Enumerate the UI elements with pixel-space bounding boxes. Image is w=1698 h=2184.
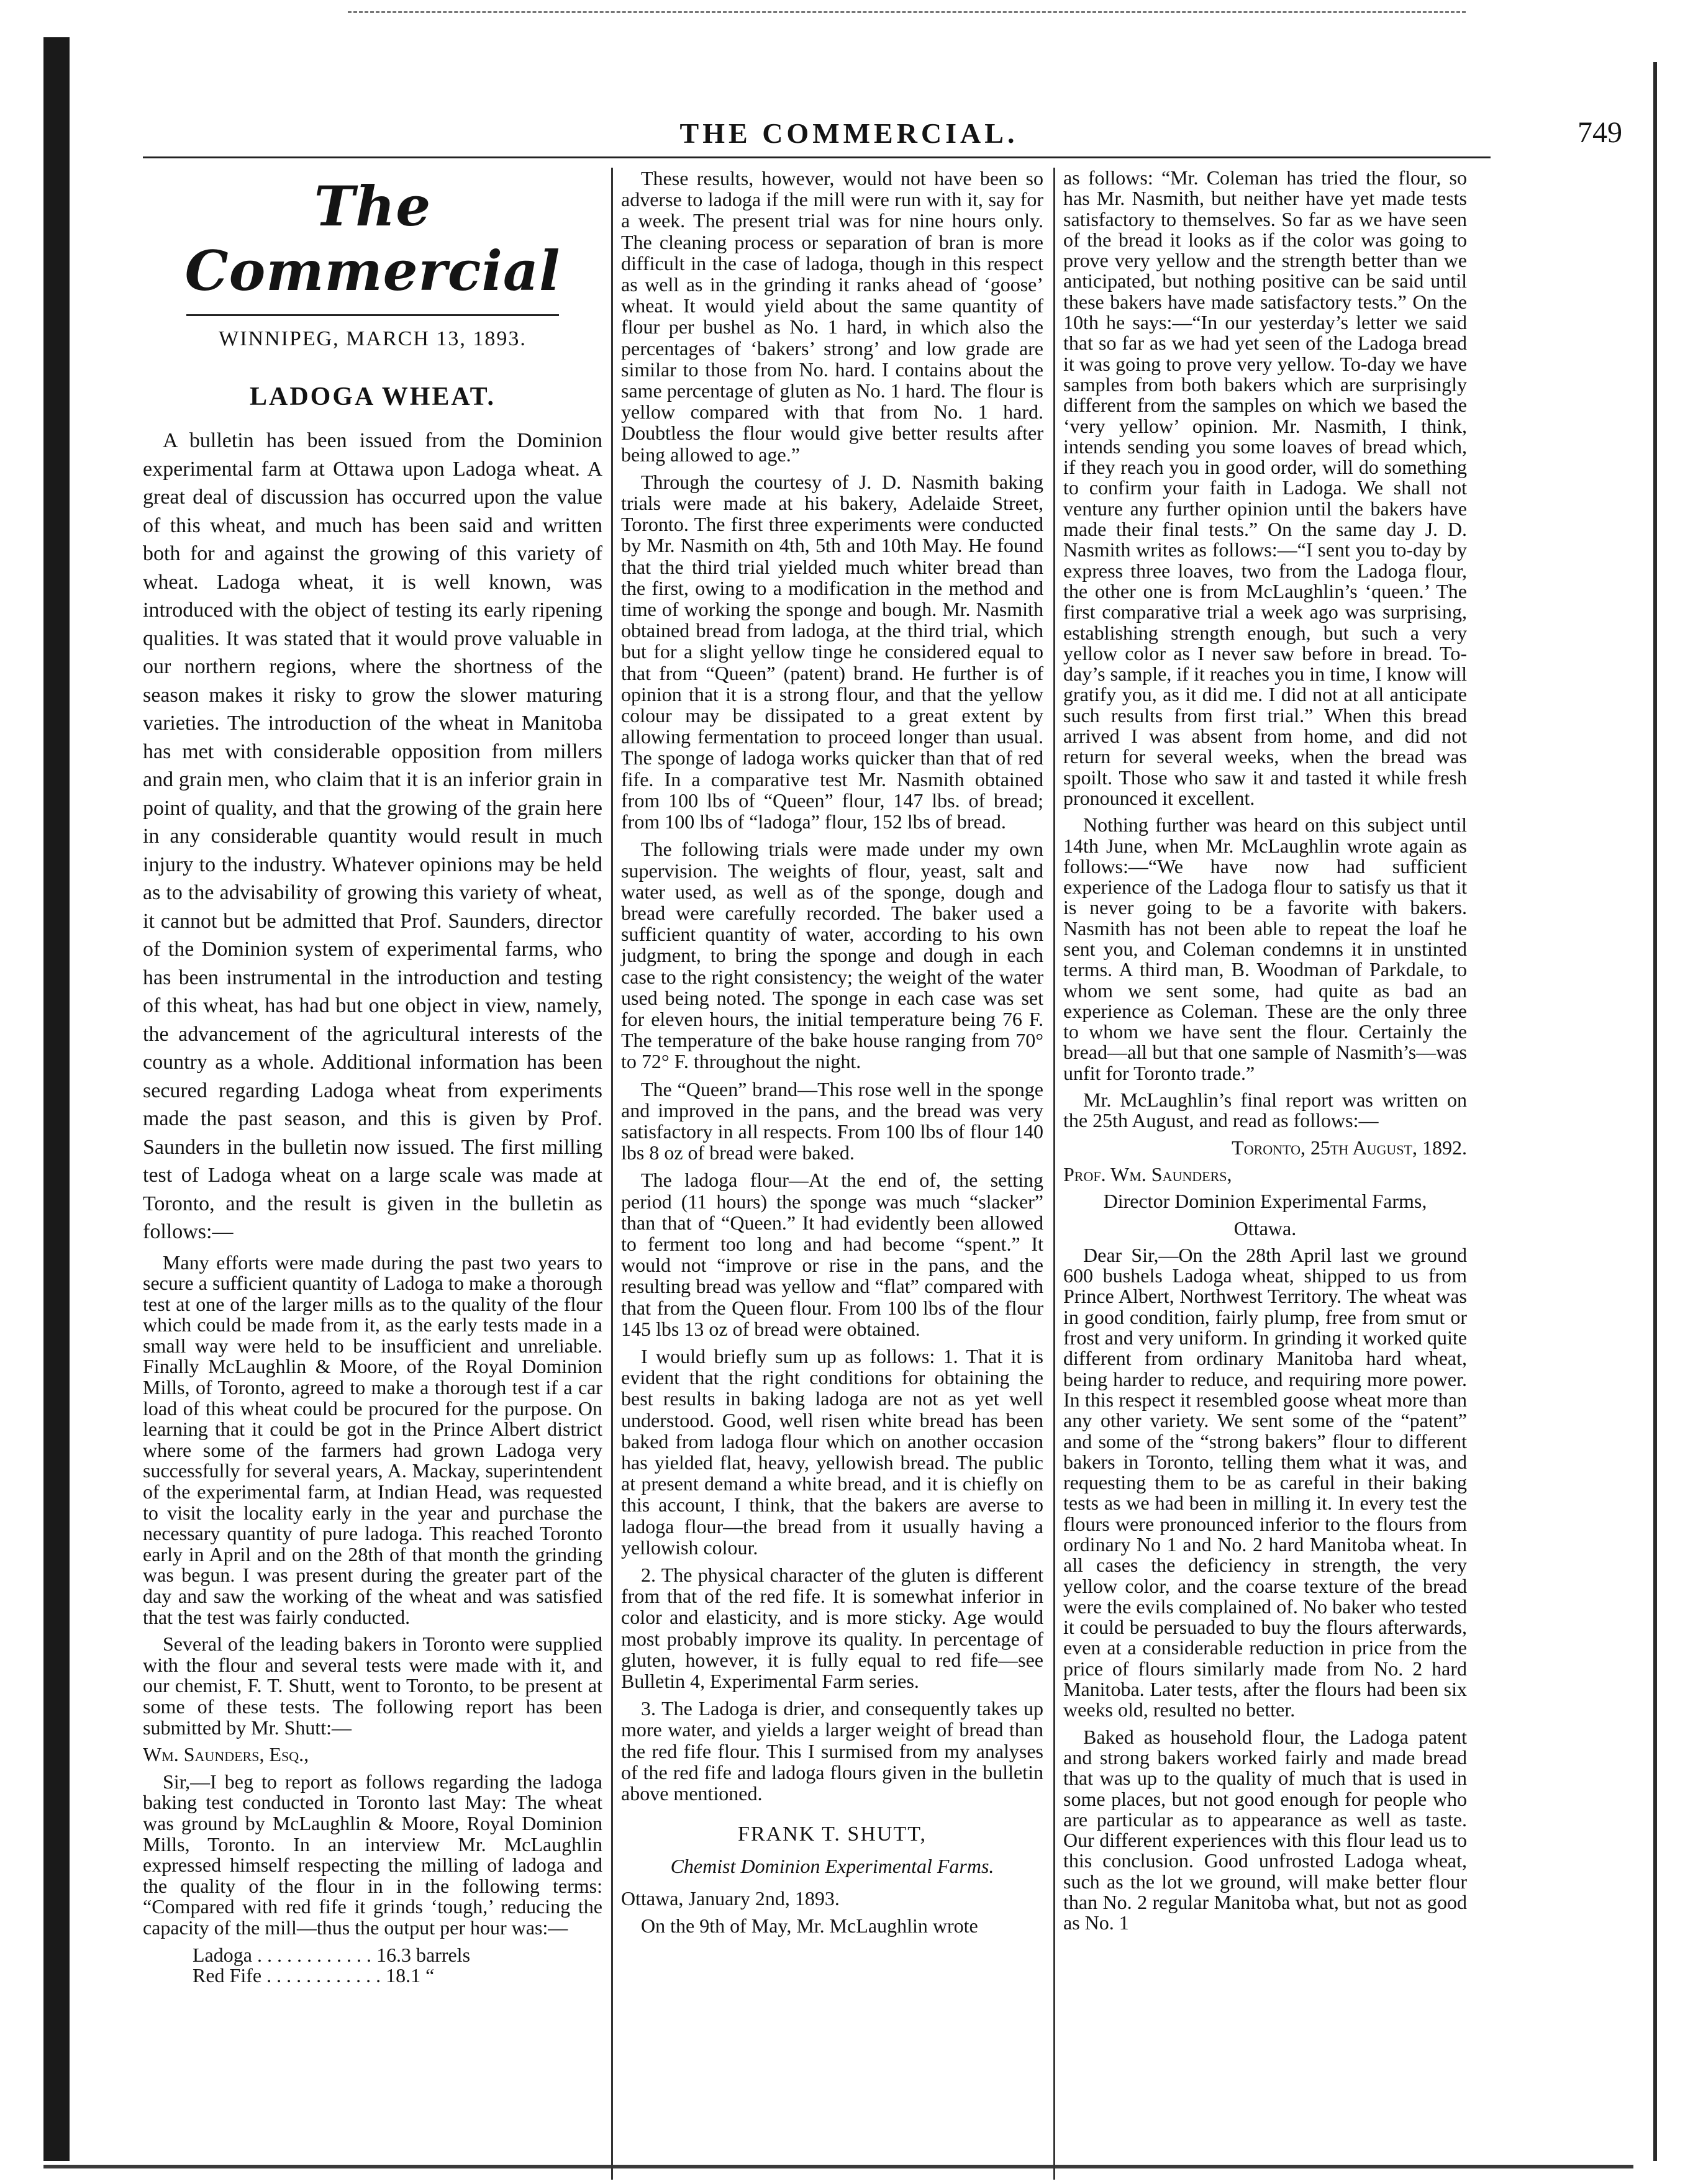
bottom-border: [43, 2165, 1633, 2168]
letter-salutation: Wm. Saunders, Esq.,: [143, 1743, 309, 1766]
signature-date: Ottawa, January 2nd, 1893.: [621, 1887, 840, 1910]
article-paragraph: Mr. McLaughlin’s final report was written on the 25th August, and read as follows:—: [1063, 1089, 1467, 1132]
dateline: WINNIPEG, MARCH 13, 1893.: [219, 327, 527, 350]
article-paragraph: Sir,—I beg to report as follows regarding the ladoga baking test conducted in Toronto last May: The wheat was ground by McLaughlin & Moore, Royal Dominion Mills, Toronto. In an interview Mr. McLaughlin expressed himself respecting the milling of ladoga and the quality of the flour in in the following terms: “Compared with red fife it grinds ‘tough,’ reducing the capacity of the mill—thus the output per hour was:—: [143, 1770, 602, 1939]
page-number: 749: [1578, 116, 1622, 149]
article-heading: LADOGA WHEAT.: [249, 383, 496, 411]
article-paragraph: 2. The physical character of the gluten is different from that of the red fife. It is somewhat inferior in color and elasticity, and is more sticky. Age would most probably improve its quality. In percentage of gluten, however, it is fully equal to red fife—see Bulletin 4, Experimental Farm series.: [621, 1564, 1043, 1693]
masthead-rule: [186, 314, 559, 316]
article-paragraph: These results, however, would not have been so adverse to ladoga if the mill were run with it, say for a week. The present trial was for nine hours only. The cleaning process or separation of bran is more difficult in the case of ladoga, though in this respect as well as in the grinding it ranks ahead of ‘goose’ wheat. It would yield about the same quantity of flour per bushel as No. 1 hard, in which also the percentages of ‘bakers’ strong’ and low grade are similar to those from No. hard. I contains about the same percentage of gluten as No. 1 hard. The flour is yellow compared with that from No. 1 hard. Doubtless the flour would give better results after being allowed to age.”: [621, 167, 1043, 466]
article-paragraph: Several of the leading bakers in Toronto were supplied with the flour and several tests were made with it, and our chemist, F. T. Shutt, went to Toronto, to be present at some of these tests. The following report has been submitted by Mr. Shutt:—: [143, 1633, 602, 1739]
article-paragraph: The following trials were made under my own supervision. The weights of flour, yeast, salt and water used, as well as of the sponge, dough and bread were carefully recorded. The baker used a sufficient quantity of water, according to his own judgment, to bring the sponge and dough in each case to the right consistency; the weight of the water used being noted. The sponge in each case was set for eleven hours, the initial temperature being 76 F. The temperature of the bake house ranging from 70° to 72° F. throughout the night.: [621, 838, 1043, 1073]
top-dashed-rule: [348, 11, 1466, 13]
binding-shadow: [43, 37, 70, 2161]
running-head: THE COMMERCIAL.: [679, 117, 1019, 149]
column-rule-1: [611, 168, 613, 2180]
article-paragraph: Baked as household flour, the Ladoga patent and strong bakers worked fairly and made bread that was up to the quality of much that is used in some places, but not good enough for people who are particular as to appearance as well as taste. Our different experiences with this flour lead us to this conclusion. Good unfrosted Ladoga wheat, such as the lot we ground, will make better flour than No. 2 regular Manitoba what, but not as good as No. 1: [1063, 1725, 1467, 1934]
article-paragraph: I would briefly sum up as follows: 1. That it is evident that the right conditions for obtaining the best results in baking ladoga are not as yet well understood. Good, well risen white bread has been baked from ladoga flour which on another occasion has yielded flat, heavy, yellowish bread. The public at present demand a white bread, and it is chiefly on this account, I think, that the bakers are averse to ladoga flour—the bread from it usually having a yellowish colour.: [621, 1344, 1043, 1559]
header-rule: [143, 156, 1491, 158]
article-paragraph: The ladoga flour—At the end of, the setting period (11 hours) the sponge was much “slacker” than that of “Queen.” It had evidently been allowed to ferment too long and had become “spent.” It would not “improve or rise in the pans, and the resulting bread was yellow and “flat” compared with that from the Queen flour. From 100 lbs of the flour 145 lbs 13 oz of bread were obtained.: [621, 1169, 1043, 1340]
article-paragraph: 3. The Ladoga is drier, and consequently takes up more water, and yields a larger weight of bread than the red fife flour. This I surmised from my analyses of the red fife and ladoga flours given in the bulletin above mentioned.: [621, 1697, 1043, 1805]
masthead: The Commercial: [184, 174, 561, 303]
column-3: [1063, 168, 1467, 1940]
article-paragraph: On the 9th of May, Mr. McLaughlin wrote: [641, 1914, 978, 1937]
output-table: [193, 1945, 602, 1986]
output-row: Ladoga . . . . . . . . . . . . 16.3 barrels: [193, 1943, 471, 1966]
article-paragraph: as follows: “Mr. Coleman has tried the flour, so has Mr. Nasmith, but neither have yet made tests satisfactory to themselves. So far as we have seen of the bread it looks as if the color was going to prove very yellow and the strength better than we anticipated, but nothing positive can be said until these bakers have made satisfactory tests.” On the 10th he says:—“In our yesterday’s letter we said that so far as we had yet seen of the Ladoga bread it was going to prove very yellow. To-day we have samples from both bakers which are surprisingly different from the samples on which we based the ‘very yellow’ opinion. Mr. Nasmith, I think, intends sending you some loaves of bread which, if they reach you in good order, will do something to confirm your faith in Ladoga. We shall not venture any further opinion until the bakers have made their final tests.” On the same day J. D. Nasmith writes as follows:—“I sent you to-day by express three loaves, two from the Ladoga flour, the other one is from McLaughlin’s ‘queen.’ The first comparative trial a week ago was surprising, establishing strength enough, but such a very yellow color as I never saw before in bread. To-day’s sample, if it reaches you in time, I know will gratify you, as it did me. I did not at all anticipate such results from first trial.” When this bread arrived I was absent from home, and did not return for several weeks, when the bread was spoilt. Those who saw it and tasted it while fresh pronounced it excellent.: [1063, 166, 1467, 809]
right-border: [1653, 62, 1657, 2161]
article-paragraph: Dear Sir,—On the 28th April last we ground 600 bushels Ladoga wheat, shipped to us from Prince Albert, Northwest Territory. The wheat was in good condition, fairly plump, free from smut or frost and very uniform. In grinding it worked quite different from ordinary Manitoba hard wheat, being harder to reduce, and requiring more power. In this respect it resembled goose wheat more than any other variety. We sent some of the “patent” and some of the “strong bakers” flour to different bakers in Toronto, telling them what it was, and requesting them to be as careful in their baking tests as we had been in milling it. In every test the flours were pronounced inferior to the flours from ordinary No 1 and No. 2 hard Manitoba wheat. In all cases the deficiency in strength, the very yellow color, and the coarse texture of the bread were the evils complained of. No baker who tested it could be persuaded to buy the flours afterwards, even at a considerable reduction in price from the price of flours similarly made from No. 2 hard Manitoba. Later tests, after the flours had been six weeks old, resulted no better.: [1063, 1243, 1467, 1721]
letter-addressee: Prof. Wm. Saunders,: [1063, 1162, 1232, 1185]
addressee-city: Ottawa.: [1233, 1217, 1297, 1239]
signature: FRANK T. SHUTT,: [738, 1823, 927, 1846]
column-1: [143, 168, 602, 1986]
article-paragraph: Through the courtesy of J. D. Nasmith baking trials were made at his bakery, Adelaide Street, Toronto. The first three experiments were conducted by Mr. Nasmith on 4th, 5th and 10th May. He found that the third trial yielded much whiter bread than the first, owing to a modification in the method and time of working the sponge and bough. Mr. Nasmith obtained bread from ladoga, at the third trial, which but for a slight yellow tinge he considered equal to that from “Queen” (patent) brand. He further is of opinion that it is a strong flour, and that the yellow colour may be dissipated to a great extent by allowing fermentation to proceed longer than usual. The sponge of ladoga works quicker than that of red fife. In a comparative test Mr. Nasmith obtained from 100 lbs of “Queen” flour, 147 lbs. of bread; from 100 lbs of “ladoga” flour, 152 lbs of bread.: [621, 470, 1043, 833]
article-paragraph: A bulletin has been issued from the Dominion experimental farm at Ottawa upon Ladoga wheat. A great deal of discussion has occurred upon the value of this wheat, and much has been said and written both for and against the growing of this variety of wheat. Ladoga wheat, it is well known, was introduced with the object of testing its early ripening qualities. It was stated that it would prove valuable in our northern regions, where the shortness of the season makes it risky to grow the slower maturing varieties. The introduction of the wheat in Manitoba has met with considerable opposition from millers and grain men, who claim that it is an inferior grain in point of quality, and that the growing of the grain here in any considerable quantity would result in much injury to the industry. Whatever opinions may be held as to the advisability of growing this variety of wheat, it cannot but be admitted that Prof. Saunders, director of the Dominion system of experimental farms, who has been instrumental in the introduction and testing of this wheat, has had but one object in view, namely, the advancement of the agricultural interests of the country as a whole. Additional information has been secured regarding Ladoga wheat from experiments made the past season, and this is given by Prof. Saunders in the bulletin now issued. The first milling test of Ladoga wheat on a large scale was made at Toronto, and the result is given in the bulletin as follows:—: [143, 429, 602, 1243]
article-paragraph: The “Queen” brand—This rose well in the sponge and improved in the pans, and the bread was very satisfactory in all respects. From 100 lbs of flour 140 lbs 8 oz of bread were baked.: [621, 1077, 1043, 1164]
signature-title: Chemist Dominion Experimental Farms.: [670, 1855, 994, 1878]
output-row: Red Fife . . . . . . . . . . . . 18.1 “: [193, 1964, 435, 1987]
addressee-title: Director Dominion Experimental Farms,: [1103, 1190, 1427, 1213]
article-paragraph: Many efforts were made during the past two years to secure a sufficient quantity of Ladoga to make a thorough test at one of the larger mills as to the quality of the flour which could be made from it, as the early tests made in a small way were held to be insufficient and unreliable. Finally McLaughlin & Moore, of the Royal Dominion Mills, of Toronto, agreed to make a thorough test if a car load of this wheat could be procured for the purpose. On learning that it could be got in the Prince Albert district where some of the farmers had grown Ladoga very successfully for several years, A. Mackay, superintendent of the experimental farm, at Indian Head, was requested to visit the locality early in the year and purchase the necessary quantity of pure ladoga. This reached Toronto early in April and on the 28th of that month the grinding was begun. I was present during the greater part of the day and saw the working of the wheat and was satisfied that the test was fairly conducted.: [143, 1251, 602, 1628]
letter-date: Toronto, 25th August, 1892.: [1232, 1136, 1467, 1159]
column-rule-2: [1053, 168, 1055, 2180]
column-2: [621, 168, 1043, 1943]
article-paragraph: Nothing further was heard on this subject until 14th June, when Mr. McLaughlin wrote again as follows:—“We have now had sufficient experience of the Ladoga flour to satisfy us that it is never going to be a favorite with bakers. Nasmith has not been able to repeat the loaf he sent you, and Coleman condemns it in unstinted terms. A third man, B. Woodman of Parkdale, to whom we sent some, had quite as bad an experience as Coleman. These are the only three to whom we have sent the flour. Certainly the bread—all but that one sample of Nasmith’s—was unfit for Toronto trade.”: [1063, 813, 1467, 1084]
